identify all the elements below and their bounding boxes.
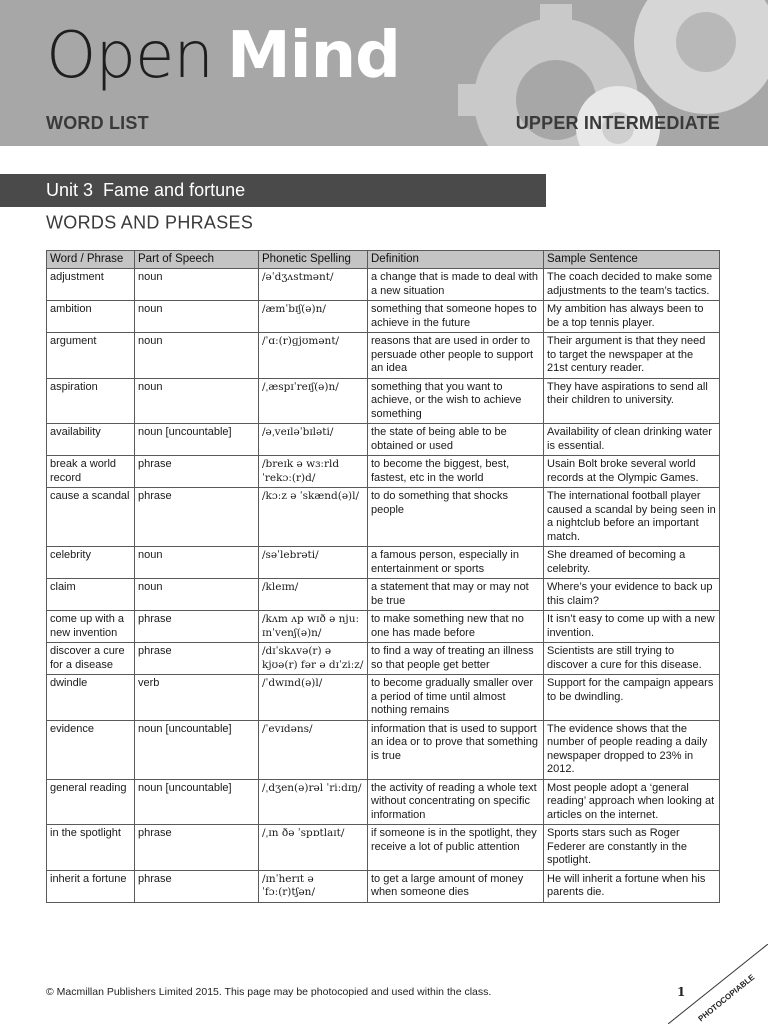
phonetic-cell: /ˌɪn ðə ˈspɒtlaɪt/ bbox=[259, 825, 368, 871]
definition-cell: to do something that shocks people bbox=[368, 488, 544, 547]
word-cell: argument bbox=[47, 333, 135, 379]
table-row bbox=[47, 643, 720, 675]
definition-cell: to find a way of treating an illness so that people get better bbox=[368, 643, 544, 675]
unit-title: Fame and fortune bbox=[103, 180, 246, 200]
phonetic-cell: /æmˈbɪʃ(ə)n/ bbox=[259, 301, 368, 333]
definition-cell: to get a large amount of money when someone dies bbox=[368, 870, 544, 902]
definition-cell: to become gradually smaller over a period of time until almost nothing remains bbox=[368, 675, 544, 721]
brand-logo bbox=[46, 19, 400, 93]
part-of-speech-cell: noun bbox=[135, 579, 259, 611]
word-cell: dwindle bbox=[47, 675, 135, 721]
part-of-speech-cell: phrase bbox=[135, 643, 259, 675]
sample-sentence-cell: She dreamed of becoming a celebrity. bbox=[544, 547, 720, 579]
header-banner bbox=[0, 0, 768, 146]
definition-cell: to make something new that no one has made before bbox=[368, 611, 544, 643]
word-cell: claim bbox=[47, 579, 135, 611]
phonetic-cell: /ɪnˈherɪt ə ˈfɔː(r)tʃən/ bbox=[259, 870, 368, 902]
table-row bbox=[47, 301, 720, 333]
sample-sentence-cell: Usain Bolt broke several world records at the Olympic Games. bbox=[544, 456, 720, 488]
sample-sentence-cell: Where’s your evidence to back up this claim? bbox=[544, 579, 720, 611]
unit-bar bbox=[0, 174, 546, 207]
table-row bbox=[47, 825, 720, 871]
sample-sentence-cell: The evidence shows that the number of people reading a daily newspaper dropped to 23% in 2012. bbox=[544, 720, 720, 779]
sample-sentence-cell: The international football player caused a scandal by being seen in a nightclub before an important match. bbox=[544, 488, 720, 547]
phonetic-cell: /ˈdwɪnd(ə)l/ bbox=[259, 675, 368, 721]
sample-sentence-cell: The coach decided to make some adjustments to the team’s tactics. bbox=[544, 269, 720, 301]
word-cell: break a world record bbox=[47, 456, 135, 488]
table-row bbox=[47, 579, 720, 611]
definition-cell: to become the biggest, best, fastest, etc in the world bbox=[368, 456, 544, 488]
table-row bbox=[47, 333, 720, 379]
definition-cell: something that someone hopes to achieve in the future bbox=[368, 301, 544, 333]
word-cell: discover a cure for a disease bbox=[47, 643, 135, 675]
phonetic-cell: /əˌveɪləˈbɪləti/ bbox=[259, 424, 368, 456]
column-header: Word / Phrase bbox=[47, 251, 135, 269]
phonetic-cell: /kleɪm/ bbox=[259, 579, 368, 611]
phonetic-cell: /kʌm ʌp wɪð ə njuː ɪnˈvenʃ(ə)n/ bbox=[259, 611, 368, 643]
word-cell: availability bbox=[47, 424, 135, 456]
table-row bbox=[47, 779, 720, 825]
column-header: Sample Sentence bbox=[544, 251, 720, 269]
copyright-footer: © Macmillan Publishers Limited 2015. This page may be photocopied and used within the class. bbox=[46, 986, 492, 998]
section-subheading: WORDS AND PHRASES bbox=[46, 211, 254, 233]
sample-sentence-cell: Scientists are still trying to discover a cure for this disease. bbox=[544, 643, 720, 675]
definition-cell: reasons that are used in order to persuade other people to support an idea bbox=[368, 333, 544, 379]
definition-cell: a statement that may or may not be true bbox=[368, 579, 544, 611]
part-of-speech-cell: noun [uncountable] bbox=[135, 720, 259, 779]
table-row bbox=[47, 547, 720, 579]
sample-sentence-cell: Their argument is that they need to target the newspaper at the 21st century reader. bbox=[544, 333, 720, 379]
definition-cell: a change that is made to deal with a new situation bbox=[368, 269, 544, 301]
part-of-speech-cell: noun [uncountable] bbox=[135, 779, 259, 825]
phonetic-cell: /dɪˈskʌvə(r) ə kjʊə(r) fər ə dɪˈziːz/ bbox=[259, 643, 368, 675]
table-row bbox=[47, 378, 720, 424]
phonetic-cell: /səˈlebrəti/ bbox=[259, 547, 368, 579]
definition-cell: information that is used to support an idea or to prove that something is true bbox=[368, 720, 544, 779]
table-row bbox=[47, 611, 720, 643]
phonetic-cell: /ˌdʒen(ə)rəl ˈriːdɪŋ/ bbox=[259, 779, 368, 825]
part-of-speech-cell: noun bbox=[135, 547, 259, 579]
definition-cell: if someone is in the spotlight, they receive a lot of public attention bbox=[368, 825, 544, 871]
sample-sentence-cell: Sports stars such as Roger Federer are constantly in the spotlight. bbox=[544, 825, 720, 871]
sample-sentence-cell: Availability of clean drinking water is essential. bbox=[544, 424, 720, 456]
table-row bbox=[47, 456, 720, 488]
table-row bbox=[47, 675, 720, 721]
phonetic-cell: /əˈdʒʌstmənt/ bbox=[259, 269, 368, 301]
sample-sentence-cell: It isn’t easy to come up with a new invention. bbox=[544, 611, 720, 643]
table-row bbox=[47, 488, 720, 547]
column-header: Definition bbox=[368, 251, 544, 269]
word-cell: ambition bbox=[47, 301, 135, 333]
definition-cell: a famous person, especially in entertainment or sports bbox=[368, 547, 544, 579]
table-row bbox=[47, 424, 720, 456]
brand-mind-text: Mind bbox=[226, 19, 400, 93]
phonetic-cell: /ˌæspɪˈreɪʃ(ə)n/ bbox=[259, 378, 368, 424]
phonetic-cell: /ˈevɪdəns/ bbox=[259, 720, 368, 779]
word-cell: inherit a fortune bbox=[47, 870, 135, 902]
word-cell: general reading bbox=[47, 779, 135, 825]
sample-sentence-cell: Support for the campaign appears to be dwindling. bbox=[544, 675, 720, 721]
part-of-speech-cell: verb bbox=[135, 675, 259, 721]
word-cell: in the spotlight bbox=[47, 825, 135, 871]
word-cell: cause a scandal bbox=[47, 488, 135, 547]
photocopiable-corner bbox=[668, 944, 768, 1024]
table-row bbox=[47, 870, 720, 902]
section-label: WORD LIST bbox=[46, 113, 149, 133]
brand-open-text: Open bbox=[46, 19, 213, 93]
word-cell: adjustment bbox=[47, 269, 135, 301]
part-of-speech-cell: phrase bbox=[135, 611, 259, 643]
part-of-speech-cell: noun [uncountable] bbox=[135, 424, 259, 456]
part-of-speech-cell: noun bbox=[135, 301, 259, 333]
phonetic-cell: /ˈɑː(r)ɡjʊmənt/ bbox=[259, 333, 368, 379]
phonetic-cell: /kɔːz ə ˈskænd(ə)l/ bbox=[259, 488, 368, 547]
sample-sentence-cell: Most people adopt a ‘general reading’ approach when looking at articles on the internet. bbox=[544, 779, 720, 825]
part-of-speech-cell: noun bbox=[135, 378, 259, 424]
page-number: 1 bbox=[677, 985, 686, 999]
level-label: UPPER INTERMEDIATE bbox=[515, 113, 720, 133]
sample-sentence-cell: They have aspirations to send all their children to university. bbox=[544, 378, 720, 424]
sample-sentence-cell: My ambition has always been to be a top tennis player. bbox=[544, 301, 720, 333]
column-header: Phonetic Spelling bbox=[259, 251, 368, 269]
definition-cell: the activity of reading a whole text without concentrating on specific information bbox=[368, 779, 544, 825]
part-of-speech-cell: phrase bbox=[135, 488, 259, 547]
word-cell: evidence bbox=[47, 720, 135, 779]
part-of-speech-cell: phrase bbox=[135, 456, 259, 488]
table-row bbox=[47, 720, 720, 779]
word-table bbox=[46, 250, 720, 903]
word-cell: celebrity bbox=[47, 547, 135, 579]
photocopiable-label: PHOTOCOPIABLE bbox=[696, 972, 757, 1024]
definition-cell: something that you want to achieve, or the wish to achieve something bbox=[368, 378, 544, 424]
unit-number: Unit 3 bbox=[46, 180, 94, 200]
word-cell: come up with a new invention bbox=[47, 611, 135, 643]
phonetic-cell: /breɪk ə wɜːrld ˈrekɔː(r)d/ bbox=[259, 456, 368, 488]
column-header: Part of Speech bbox=[135, 251, 259, 269]
part-of-speech-cell: noun bbox=[135, 333, 259, 379]
part-of-speech-cell: phrase bbox=[135, 825, 259, 871]
word-cell: aspiration bbox=[47, 378, 135, 424]
part-of-speech-cell: noun bbox=[135, 269, 259, 301]
table-row bbox=[47, 269, 720, 301]
table-header-row bbox=[47, 251, 720, 269]
part-of-speech-cell: phrase bbox=[135, 870, 259, 902]
definition-cell: the state of being able to be obtained or used bbox=[368, 424, 544, 456]
sample-sentence-cell: He will inherit a fortune when his parents die. bbox=[544, 870, 720, 902]
